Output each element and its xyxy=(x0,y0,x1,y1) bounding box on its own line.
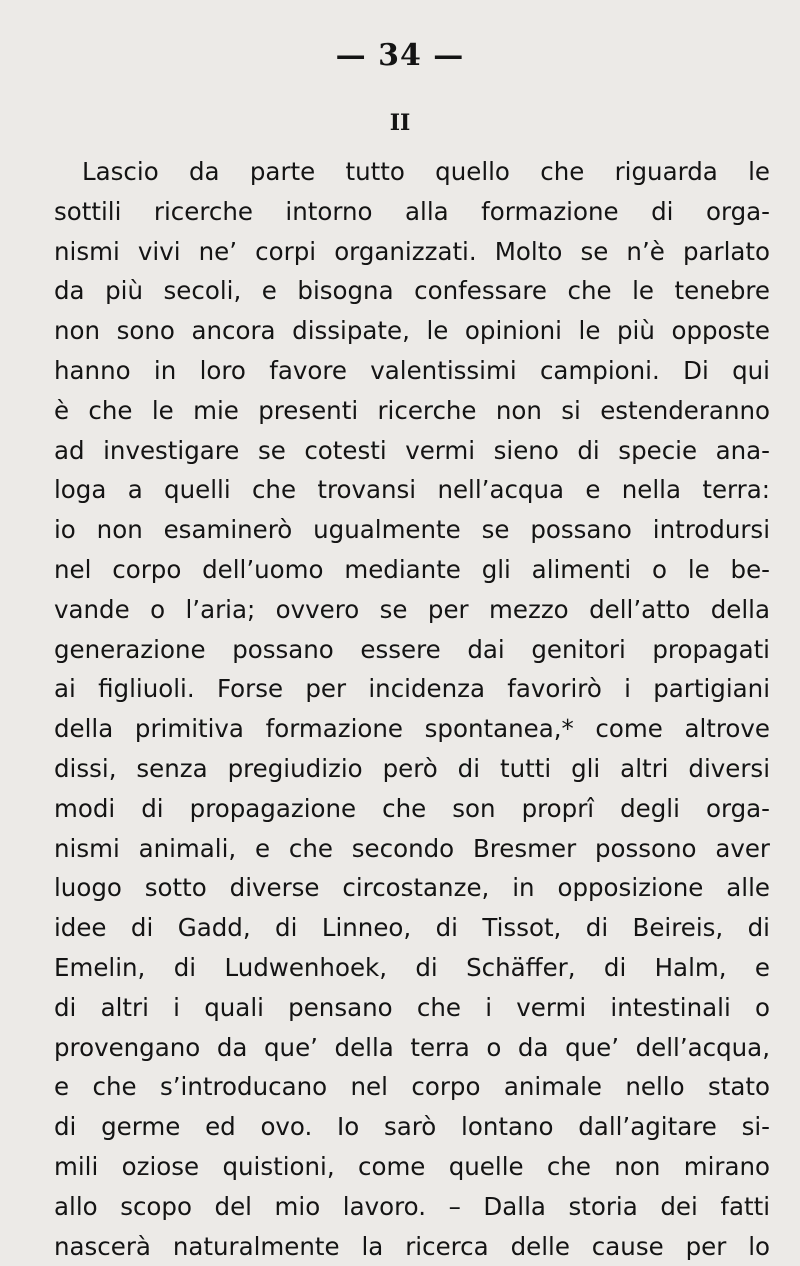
text-line: io non esaminerò ugualmente se possano introdursi xyxy=(54,515,770,545)
text-line: dissi, senza pregiudizio però di tutti gli altri diversi xyxy=(54,753,770,783)
text-line: della primitiva formazione spontanea,* come altrove xyxy=(54,714,770,744)
text-line: allo scopo del mio lavoro. – Dalla storia dei fatti xyxy=(54,1191,770,1221)
page-number: — 34 — xyxy=(335,38,465,73)
text-line: ai figliuoli. Forse per incidenza favorirò i partigiani xyxy=(54,674,770,704)
text-line: provengano da que’ della terra o da que’ dell’acqua, xyxy=(54,1032,770,1062)
text-line: nel corpo dell’uomo mediante gli alimenti o le be- xyxy=(54,554,770,584)
text-line: idee di Gadd, di Linneo, di Tissot, di Beireis, di xyxy=(54,913,770,943)
text-line: loga a quelli che trovansi nell’acqua e nella terra: xyxy=(54,475,770,505)
text-line: sottili ricerche intorno alla formazione di orga- xyxy=(54,196,770,226)
text-line: modi di propagazione che son proprî degli orga- xyxy=(54,793,770,823)
text-line: di altri i quali pensano che i vermi intestinali o xyxy=(54,992,770,1022)
text-line: è che le mie presenti ricerche non si estenderanno xyxy=(54,395,770,425)
text-line: Lascio da parte tutto quello che riguarda le xyxy=(82,157,770,186)
text-line: nascerà naturalmente la ricerca delle cause per lo xyxy=(54,1231,770,1261)
body-text xyxy=(54,152,770,1266)
text-line: non sono ancora dissipate, le opinioni le più opposte xyxy=(54,316,770,346)
text-line: da più secoli, e bisogna confessare che le tenebre xyxy=(54,276,770,306)
text-line: vande o l’aria; ovvero se per mezzo dell’atto della xyxy=(54,594,770,624)
text-line: mili oziose quistioni, come quelle che non mirano xyxy=(54,1151,770,1181)
text-line: Emelin, di Ludwenhoek, di Schäffer, di Halm, e xyxy=(54,952,770,982)
text-line: ad investigare se cotesti vermi sieno di specie ana- xyxy=(54,435,770,465)
text-line: nismi animali, e che secondo Bresmer possono aver xyxy=(54,833,770,863)
text-line: e che s’introducano nel corpo animale nello stato xyxy=(54,1072,770,1102)
text-line: nismi vivi ne’ corpi organizzati. Molto se n’è parlato xyxy=(54,236,770,266)
section-number: II xyxy=(389,110,411,136)
text-line: luogo sotto diverse circostanze, in opposizione alle xyxy=(54,873,770,903)
text-line: generazione possano essere dai genitori propagati xyxy=(54,634,770,664)
text-line: hanno in loro favore valentissimi campioni. Di qui xyxy=(54,355,770,385)
text-line: di germe ed ovo. Io sarò lontano dall’agitare si- xyxy=(54,1112,770,1142)
